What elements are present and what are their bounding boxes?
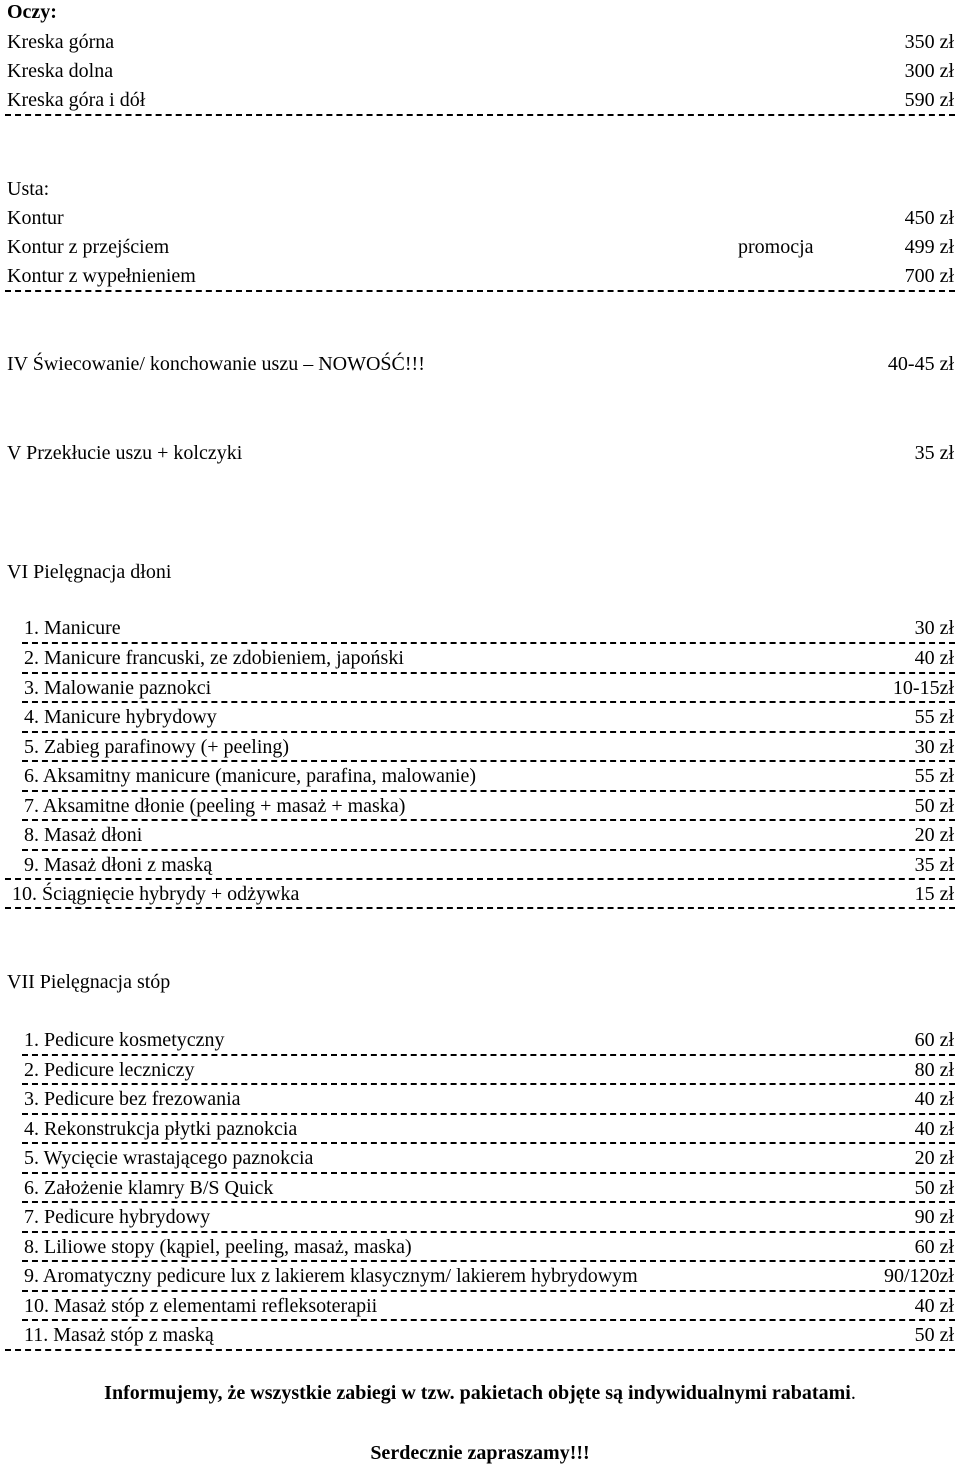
dashed-divider bbox=[5, 907, 955, 909]
list-item-price: 55 zł bbox=[914, 765, 954, 787]
dashed-divider bbox=[22, 1142, 955, 1144]
list-item-name: 7. Aksamitne dłonie (peeling + masaż + maska) bbox=[24, 795, 406, 817]
list-item-price: 499 zł bbox=[904, 236, 954, 258]
list-item-name: Kontur z wypełnieniem bbox=[7, 265, 196, 287]
list-item-name: 3. Malowanie paznokci bbox=[24, 677, 212, 699]
list-item-price: 90 zł bbox=[914, 1206, 954, 1228]
list-item-price: 60 zł bbox=[914, 1029, 954, 1051]
list-item-price: 50 zł bbox=[914, 1324, 954, 1346]
list-item-price: 40 zł bbox=[914, 1088, 954, 1110]
list-item-price: 50 zł bbox=[914, 795, 954, 817]
footer-closing: Serdecznie zapraszamy!!! bbox=[370, 1442, 590, 1464]
list-item-name: 3. Pedicure bez frezowania bbox=[24, 1088, 241, 1110]
list-item-name: Kreska górna bbox=[7, 31, 115, 53]
dashed-divider bbox=[22, 642, 955, 644]
list-item-name: 2. Pedicure leczniczy bbox=[24, 1059, 195, 1081]
dashed-divider bbox=[22, 1113, 955, 1115]
list-item-price: 80 zł bbox=[914, 1059, 954, 1081]
section-5-price: 35 zł bbox=[914, 442, 954, 464]
list-item-price: 40 zł bbox=[914, 647, 954, 669]
list-item-name: Kreska góra i dół bbox=[7, 89, 146, 111]
list-item-price: 30 zł bbox=[914, 617, 954, 639]
list-item-name: 1. Pedicure kosmetyczny bbox=[24, 1029, 225, 1051]
list-item-name: 5. Wycięcie wrastającego paznokcia bbox=[24, 1147, 314, 1169]
list-item-name: Kreska dolna bbox=[7, 60, 114, 82]
list-item-price: 40 zł bbox=[914, 1295, 954, 1317]
dashed-divider bbox=[22, 849, 955, 851]
list-item-name: Kontur z przejściem bbox=[7, 236, 170, 258]
list-item-price: 60 zł bbox=[914, 1236, 954, 1258]
list-item-name: 4. Rekonstrukcja płytki paznokcia bbox=[24, 1118, 298, 1140]
list-item-name: 9. Masaż dłoni z maską bbox=[24, 854, 213, 876]
list-item-price: 350 zł bbox=[904, 31, 954, 53]
list-item-name: 8. Liliowe stopy (kąpiel, peeling, masaż, maska) bbox=[24, 1236, 412, 1258]
list-item-name: 10. Masaż stóp z elementami refleksoterapii bbox=[24, 1295, 378, 1317]
list-item-name: 2. Manicure francuski, ze zdobieniem, japoński bbox=[24, 647, 404, 669]
list-item-price: 30 zł bbox=[914, 736, 954, 758]
dashed-divider bbox=[5, 1349, 955, 1351]
dashed-divider bbox=[5, 114, 955, 116]
list-item-price: 20 zł bbox=[914, 1147, 954, 1169]
section-4-price: 40-45 zł bbox=[887, 353, 954, 375]
dashed-divider bbox=[22, 760, 955, 762]
list-item-price: 10-15zł bbox=[892, 677, 954, 699]
list-item-name: Kontur bbox=[7, 207, 64, 229]
list-item-price: 300 zł bbox=[904, 60, 954, 82]
list-item-name: 10. Ściągnięcie hybrydy + odżywka bbox=[12, 883, 300, 905]
list-item-price: 40 zł bbox=[914, 1118, 954, 1140]
dashed-divider bbox=[22, 1290, 955, 1292]
list-item-name: 8. Masaż dłoni bbox=[24, 824, 143, 846]
list-item-name: 4. Manicure hybrydowy bbox=[24, 706, 217, 728]
dashed-divider bbox=[5, 290, 955, 292]
list-item-price: 700 zł bbox=[904, 265, 954, 287]
list-item-price: 450 zł bbox=[904, 207, 954, 229]
dashed-divider bbox=[22, 1319, 955, 1321]
dashed-divider bbox=[22, 1172, 955, 1174]
list-item-price: 50 zł bbox=[914, 1177, 954, 1199]
list-item-price: 15 zł bbox=[914, 883, 954, 905]
oczy-heading: Oczy: bbox=[7, 1, 57, 23]
footer-info-end: . bbox=[850, 1382, 856, 1404]
dashed-divider bbox=[22, 1231, 955, 1233]
dashed-divider bbox=[22, 1083, 955, 1085]
section-7-title: VII Pielęgnacja stóp bbox=[7, 971, 171, 993]
list-item-name: 6. Aksamitny manicure (manicure, parafina, malowanie) bbox=[24, 765, 477, 787]
footer-info-text: Informujemy, że wszystkie zabiegi w tzw. pakietach objęte są indywidualnymi rabatami bbox=[104, 1382, 851, 1404]
dashed-divider bbox=[22, 790, 955, 792]
dashed-divider bbox=[22, 1054, 955, 1056]
dashed-divider bbox=[22, 1201, 955, 1203]
list-item-name: 7. Pedicure hybrydowy bbox=[24, 1206, 211, 1228]
list-item-name: 1. Manicure bbox=[24, 617, 121, 639]
section-6-title: VI Pielęgnacja dłoni bbox=[7, 561, 172, 583]
usta-heading: Usta: bbox=[7, 178, 50, 200]
list-item-name: 5. Zabieg parafinowy (+ peeling) bbox=[24, 736, 290, 758]
dashed-divider bbox=[22, 1260, 955, 1262]
promo-note: promocja bbox=[738, 236, 814, 258]
dashed-divider bbox=[22, 731, 955, 733]
dashed-divider bbox=[22, 701, 955, 703]
section-5-title: V Przekłucie uszu + kolczyki bbox=[7, 442, 243, 464]
list-item-name: 6. Założenie klamry B/S Quick bbox=[24, 1177, 274, 1199]
list-item-price: 35 zł bbox=[914, 854, 954, 876]
dashed-divider bbox=[22, 672, 955, 674]
list-item-price: 90/120zł bbox=[884, 1265, 954, 1287]
footer-info bbox=[0, 1382, 960, 1404]
list-item-name: 11. Masaż stóp z maską bbox=[24, 1324, 214, 1346]
list-item-price: 590 zł bbox=[904, 89, 954, 111]
list-item-price: 20 zł bbox=[914, 824, 954, 846]
dashed-divider bbox=[5, 878, 955, 880]
dashed-divider bbox=[22, 819, 955, 821]
list-item-price: 55 zł bbox=[914, 706, 954, 728]
section-4-title: IV Świecowanie/ konchowanie uszu – NOWOŚĆ!!! bbox=[7, 353, 425, 375]
list-item-name: 9. Aromatyczny pedicure lux z lakierem klasycznym/ lakierem hybrydowym bbox=[24, 1265, 638, 1287]
